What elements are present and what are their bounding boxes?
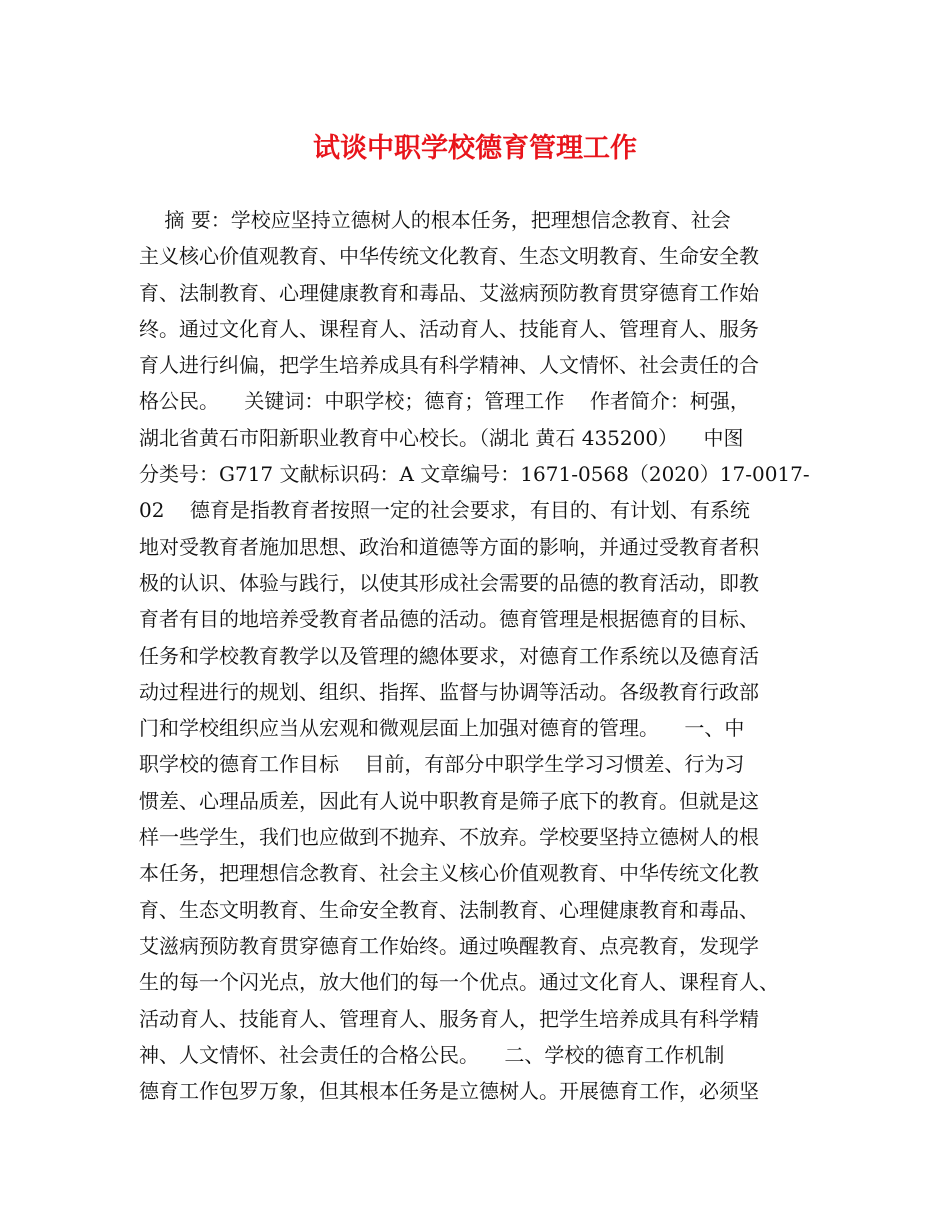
body-line: 任务和学校教育教学以及管理的總体要求，对德育工作系统以及德育活 [139,643,759,668]
body-line: 职学校的德育工作目标 目前，有部分中职学生学习习惯差、行为习 [139,752,745,777]
body-line: 惯差、心理品质差，因此有人说中职教育是筛子底下的教育。但就是这 [139,788,759,813]
body-line: 活动育人、技能育人、管理育人、服务育人，把学生培养成具有科学精 [139,1006,759,1031]
body-line: 艾滋病预防教育贯穿德育工作始终。通过唤醒教育、点亮教育，发现学 [139,933,759,958]
body-line: 终。通过文化育人、课程育人、活动育人、技能育人、管理育人、服务 [139,316,759,341]
body-line: 育者有目的地培养受教育者品德的活动。德育管理是根据德育的目标、 [139,607,759,632]
document-title: 试谈中职学校德育管理工作 [313,133,637,164]
body-line: 样一些学生，我们也应做到不抛弃、不放弃。学校要坚持立德树人的根 [139,825,759,850]
body-line: 育人进行纠偏，把学生培养成具有科学精神、人文情怀、社会责任的合 [139,353,759,378]
body-line: 地对受教育者施加思想、政治和道德等方面的影响，并通过受教育者积 [139,534,759,559]
body-line: 门和学校组织应当从宏观和微观层面上加强对德育的管理。 一、中 [139,716,745,741]
body-line: 极的认识、体验与践行，以使其形成社会需要的品德的教育活动，即教 [139,570,759,595]
body-line: 动过程进行的规划、组织、指挥、监督与协调等活动。各级教育行政部 [139,679,759,704]
body-line: 格公民。 关键词：中职学校；德育；管理工作 作者简介：柯强， [139,389,750,414]
body-line: 德育工作包罗万象，但其根本任务是立德树人。开展德育工作，必须坚 [139,1079,759,1104]
body-line: 湖北省黄石市阳新职业教育中心校长。（湖北 黄石 435200） 中图 [139,425,744,450]
body-line: 分类号：G717 文献标识码：A 文章编号：1671-0568（2020）17-0017- [139,462,810,487]
body-line: 摘 要：学校应坚持立德树人的根本任务，把理想信念教育、社会 [139,208,731,232]
body-line: 育、法制教育、心理健康教育和毒品、艾滋病预防教育贯穿德育工作始 [139,280,759,305]
body-line: 神、人文情怀、社会责任的合格公民。 二、学校的德育工作机制 [139,1042,725,1067]
body-line: 本任务，把理想信念教育、社会主义核心价值观教育、中华传统文化教 [139,861,759,886]
document-body [139,202,824,1109]
body-line: 主义核心价值观教育、中华传统文化教育、生态文明教育、生命安全教 [139,244,759,269]
body-line: 育、生态文明教育、生命安全教育、法制教育、心理健康教育和毒品、 [139,897,759,922]
body-line: 生的每一个闪光点，放大他们的每一个优点。通过文化育人、课程育人、 [139,970,779,995]
body-line: 02 德育是指教育者按照一定的社会要求，有目的、有计划、有系统 [139,498,750,523]
